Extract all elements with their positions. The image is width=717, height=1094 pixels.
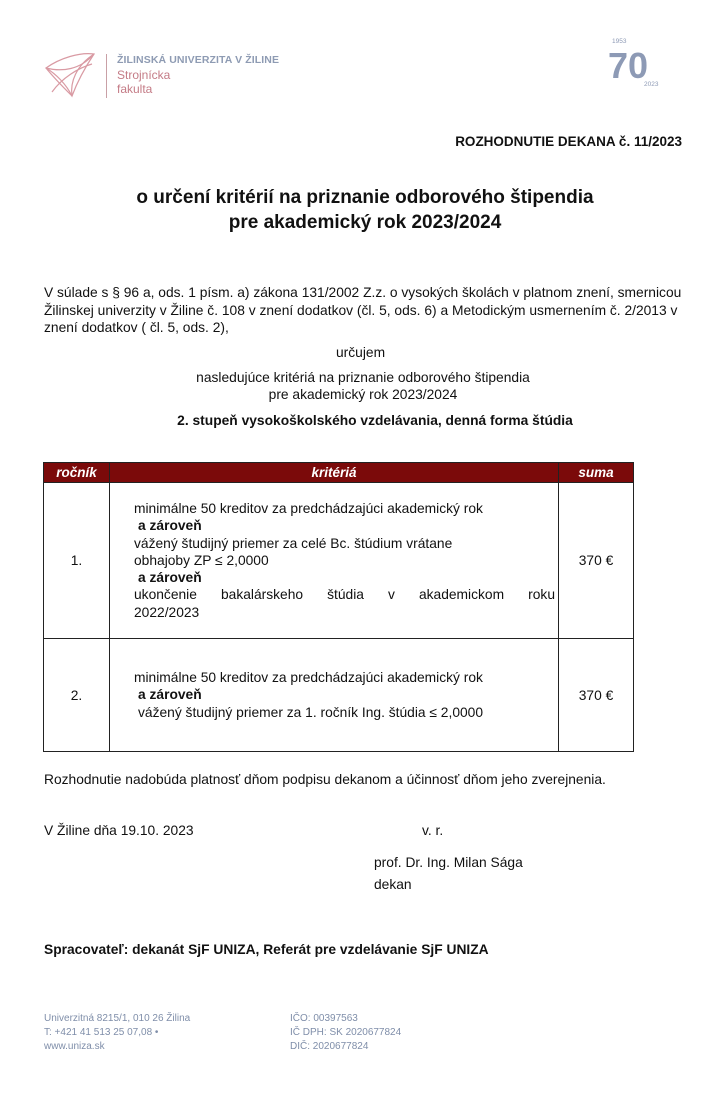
place-date: V Žiline dňa 19.10. 2023: [44, 823, 194, 838]
criteria-line: obhajoby ZP ≤ 2,0000: [134, 552, 269, 568]
footer-ico: IČO: 00397563: [290, 1013, 358, 1024]
row-year: 1.: [44, 483, 110, 639]
criteria-connector: a zároveň: [138, 687, 202, 703]
row-criteria: [110, 483, 559, 639]
document-title-line2: pre akademický rok 2023/2024: [228, 212, 502, 233]
row-sum: 370 €: [559, 639, 634, 752]
processor-note: Spracovateľ: dekanát SjF UNIZA, Referát pre vzdelávanie SjF UNIZA: [44, 942, 489, 957]
anniversary-70-logo: [604, 34, 668, 90]
criteria-line: ukončenie bakalárskeho štúdia v akademickom roku: [134, 587, 555, 603]
anniversary-year-end: 2023: [644, 81, 659, 88]
criteria-intro-line1: nasledujúce kritériá na priznanie odborového štipendia: [196, 370, 530, 385]
anniversary-number: 70: [608, 45, 649, 86]
criteria-line: vážený študijný priemer za 1. ročník Ing. štúdia ≤ 2,0000: [138, 704, 484, 720]
header-sum: suma: [559, 463, 634, 483]
footer-ids: [290, 1012, 401, 1054]
criteria-table: [43, 462, 634, 752]
university-logo-icon: [42, 48, 98, 100]
signer-name: prof. Dr. Ing. Milan Sága: [374, 855, 523, 870]
intro-paragraph: V súlade s § 96 a, ods. 1 písm. a) zákona 131/2002 Z.z. o vysokých školách v platnom znení, smernicou Žilinskej univerzity v Žiline č. 108 v znení dodatkov (čl. 5, ods. 6) a Metodickým usmernením č. 2/2013 v znení dodatkov ( čl. 5, ods. 2),: [44, 285, 682, 335]
faculty-name-line2: fakulta: [117, 82, 153, 96]
table-row: [44, 639, 634, 752]
footer-contact: [44, 1012, 190, 1054]
logo-divider: [106, 54, 107, 98]
table-header-row: [44, 463, 634, 483]
header-criteria: kritériá: [110, 463, 559, 483]
signature-vr: v. r.: [422, 823, 444, 838]
faculty-name-line1: Strojnícka: [117, 68, 171, 82]
footer-phone: T: +421 41 513 25 07,08 •: [44, 1027, 159, 1038]
document-title-line1: o určení kritérií na priznanie odborového štipendia: [136, 187, 594, 208]
decision-number: ROZHODNUTIE DEKANA č. 11/2023: [455, 134, 682, 149]
criteria-line: minimálne 50 kreditov za predchádzajúci akademický rok: [134, 670, 483, 686]
criteria-connector: a zároveň: [138, 570, 202, 586]
criteria-intro-line2: pre akademický rok 2023/2024: [268, 387, 458, 402]
footer-dic: DIČ: 2020677824: [290, 1041, 369, 1052]
validity-statement: Rozhodnutie nadobúda platnosť dňom podpisu dekanom a účinnosť dňom jeho zverejnenia.: [44, 772, 606, 787]
footer-address: Univerzitná 8215/1, 010 26 Žilina: [44, 1013, 191, 1024]
determining-word: určujem: [336, 345, 386, 360]
table-row: [44, 483, 634, 639]
signer-role: dekan: [374, 877, 412, 892]
degree-heading: 2. stupeň vysokoškolského vzdelávania, denná forma štúdia: [177, 413, 573, 428]
row-sum: 370 €: [559, 483, 634, 639]
anniversary-year-start: 1953: [612, 38, 627, 45]
header-year: ročník: [44, 463, 110, 483]
footer-ic-dph: IČ DPH: SK 2020677824: [290, 1027, 402, 1038]
criteria-line: minimálne 50 kreditov za predchádzajúci akademický rok: [134, 500, 483, 516]
criteria-line: vážený študijný priemer za celé Bc. štúdium vrátane: [134, 535, 453, 551]
row-criteria: [110, 639, 559, 752]
footer-web-link[interactable]: www.uniza.sk: [44, 1041, 105, 1052]
university-name: ŽILINSKÁ UNIVERZITA V ŽILINE: [117, 54, 280, 66]
criteria-line: 2022/2023: [134, 604, 200, 620]
row-year: 2.: [44, 639, 110, 752]
criteria-connector: a zároveň: [138, 518, 202, 534]
